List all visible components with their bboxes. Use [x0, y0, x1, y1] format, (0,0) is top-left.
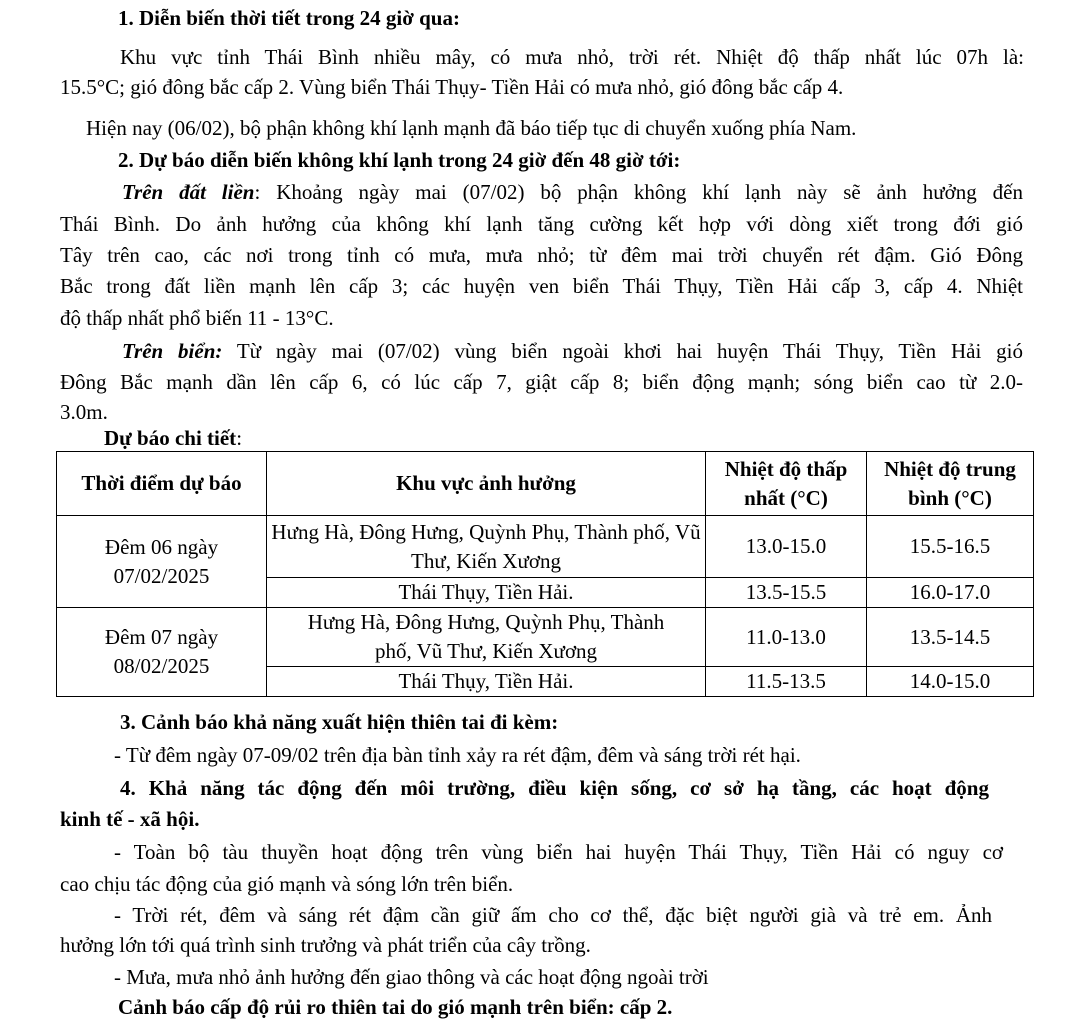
cell-area: Hưng Hà, Đông Hưng, Quỳnh Phụ, Thành phố, Vũ Thư, Kiến Xương — [267, 608, 706, 667]
cell-area: Thái Thụy, Tiền Hải. — [267, 667, 706, 697]
section4-item-line: cao chịu tác động của gió mạnh và sóng lớn trên biển. — [60, 872, 514, 896]
land-forecast-text: : Khoảng ngày mai (07/02) bộ phận không khí lạnh này sẽ ảnh hưởng đến — [254, 180, 1023, 204]
header-time: Thời điểm dự báo — [57, 452, 267, 516]
section1-current-status: Hiện nay (06/02), bộ phận không khí lạnh mạnh đã báo tiếp tục di chuyển xuống phía Nam. — [86, 116, 857, 140]
cell-min-temp: 11.5-13.5 — [706, 667, 867, 697]
sea-forecast-label: Trên biển: — [122, 339, 223, 363]
section3-heading: 3. Cảnh báo khả năng xuất hiện thiên tai đi kèm: — [120, 710, 559, 734]
header-min-temp: Nhiệt độ thấp nhất (°C) — [706, 452, 867, 516]
sea-forecast-line: Đông Bắc mạnh dần lên cấp 6, có lúc cấp 7, giật cấp 8; biển động mạnh; sóng biển cao từ 2.0- — [60, 370, 1023, 394]
cell-avg-temp: 16.0-17.0 — [867, 578, 1034, 608]
section4-item-line: - Trời rét, đêm và sáng rét đậm cần giữ ấm cho cơ thể, đặc biệt người già và trẻ em. Ảnh — [114, 903, 992, 927]
cell-avg-temp: 15.5-16.5 — [867, 516, 1034, 578]
land-forecast-line: Bắc trong đất liền mạnh lên cấp 3; các huyện ven biển Thái Thụy, Tiền Hải cấp 3, cấp 4. Nhiệt — [60, 274, 1023, 298]
cell-time: Đêm 06 ngày 07/02/2025 — [57, 516, 267, 608]
section4-item-line: hưởng lớn tới quá trình sinh trưởng và phát triển của cây trồng. — [60, 933, 591, 957]
forecast-table — [56, 451, 1034, 697]
land-forecast-line: độ thấp nhất phổ biến 11 - 13°C. — [60, 306, 334, 330]
disaster-risk-warning: Cảnh báo cấp độ rủi ro thiên tai do gió mạnh trên biển: cấp 2. — [118, 995, 673, 1019]
table-row — [57, 608, 1034, 667]
land-forecast-line — [122, 177, 1023, 207]
table-header-row — [57, 452, 1034, 516]
cell-area: Hưng Hà, Đông Hưng, Quỳnh Phụ, Thành phố, Vũ Thư, Kiến Xương — [267, 516, 706, 578]
land-forecast-line: Thái Bình. Do ảnh hưởng của không khí lạnh tăng cường kết hợp với dòng xiết trong đới gió — [60, 212, 1023, 236]
section1-paragraph-line: 15.5°C; gió đông bắc cấp 2. Vùng biển Thái Thụy- Tiền Hải có mưa nhỏ, gió đông bắc cấp 4. — [60, 75, 844, 99]
section2-heading: 2. Dự báo diễn biến không khí lạnh trong 24 giờ đến 48 giờ tới: — [118, 148, 681, 172]
cell-min-temp: 13.0-15.0 — [706, 516, 867, 578]
land-forecast-line: Tây trên cao, các nơi trong tỉnh có mưa, mưa nhỏ; từ đêm mai trời chuyển rét đậm. Gió Đông — [60, 243, 1023, 267]
section3-item: - Từ đêm ngày 07-09/02 trên địa bàn tỉnh xảy ra rét đậm, đêm và sáng trời rét hại. — [114, 743, 801, 767]
section4-heading-line: 4. Khả năng tác động đến môi trường, điều kiện sống, cơ sở hạ tầng, các hoạt động — [120, 776, 989, 800]
section1-paragraph-line: Khu vực tỉnh Thái Bình nhiều mây, có mưa nhỏ, trời rét. Nhiệt độ thấp nhất lúc 07h là: — [120, 45, 1024, 69]
section4-item-line: - Toàn bộ tàu thuyền hoạt động trên vùng biển hai huyện Thái Thụy, Tiền Hải có nguy cơ — [114, 840, 1003, 864]
header-avg-temp: Nhiệt độ trung bình (°C) — [867, 452, 1034, 516]
table-row — [57, 516, 1034, 578]
cell-avg-temp: 13.5-14.5 — [867, 608, 1034, 667]
cell-area: Thái Thụy, Tiền Hải. — [267, 578, 706, 608]
cell-time: Đêm 07 ngày 08/02/2025 — [57, 608, 267, 697]
section4-heading-line: kinh tế - xã hội. — [60, 807, 200, 831]
header-area: Khu vực ảnh hưởng — [267, 452, 706, 516]
sea-forecast-text: Từ ngày mai (07/02) vùng biển ngoài khơi hai huyện Thái Thụy, Tiền Hải gió — [222, 339, 1023, 363]
sea-forecast-line — [122, 336, 1023, 366]
sea-forecast-line: 3.0m. — [60, 400, 108, 424]
cell-min-temp: 11.0-13.0 — [706, 608, 867, 667]
detail-forecast-label: Dự báo chi tiết — [104, 426, 237, 450]
section1-heading: 1. Diễn biến thời tiết trong 24 giờ qua: — [118, 6, 460, 30]
detail-forecast-title — [104, 423, 242, 453]
land-forecast-label: Trên đất liền — [122, 180, 255, 204]
cell-avg-temp: 14.0-15.0 — [867, 667, 1034, 697]
section4-item: - Mưa, mưa nhỏ ảnh hưởng đến giao thông và các hoạt động ngoài trời — [114, 965, 709, 989]
detail-forecast-colon: : — [236, 426, 243, 450]
cell-min-temp: 13.5-15.5 — [706, 578, 867, 608]
